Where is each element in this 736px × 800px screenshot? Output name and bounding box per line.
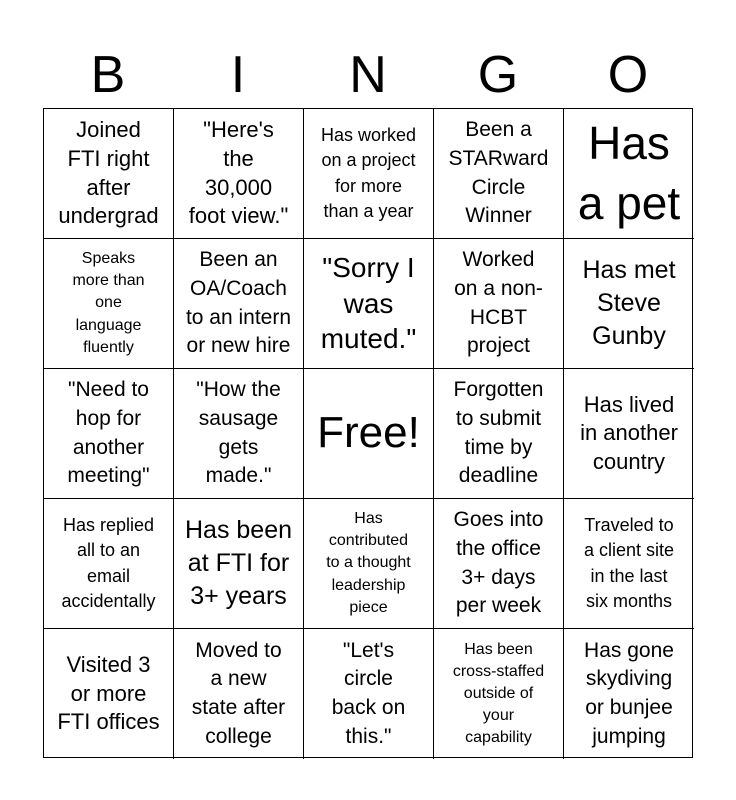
header-letter-i: I (230, 46, 246, 104)
bingo-cell-r4c4[interactable]: Goes into the office 3+ days per week (434, 499, 564, 629)
bingo-cell-r4c5[interactable]: Traveled to a client site in the last six months (564, 499, 694, 629)
bingo-cell-r1c3[interactable]: Has worked on a project for more than a year (304, 109, 434, 239)
bingo-cell-r2c5[interactable]: Has met Steve Gunby (564, 239, 694, 369)
bingo-cell-r5c4[interactable]: Has been cross-staffed outside of your capability (434, 629, 564, 759)
bingo-cell-r5c3[interactable]: "Let's circle back on this." (304, 629, 434, 759)
bingo-cell-r2c3[interactable]: "Sorry I was muted." (304, 239, 434, 369)
bingo-cell-r1c2[interactable]: "Here's the 30,000 foot view." (174, 109, 304, 239)
bingo-cell-r4c3[interactable]: Has contributed to a thought leadership piece (304, 499, 434, 629)
bingo-cell-free[interactable]: Free! (304, 369, 434, 499)
bingo-cell-r5c2[interactable]: Moved to a new state after college (174, 629, 304, 759)
bingo-cell-r1c5[interactable]: Has a pet (564, 109, 694, 239)
header-letter-b: B (90, 46, 126, 104)
bingo-cell-r5c1[interactable]: Visited 3 or more FTI offices (44, 629, 174, 759)
bingo-cell-r3c1[interactable]: "Need to hop for another meeting" (44, 369, 174, 499)
bingo-cell-r1c1[interactable]: Joined FTI right after undergrad (44, 109, 174, 239)
bingo-cell-r4c2[interactable]: Has been at FTI for 3+ years (174, 499, 304, 629)
bingo-cell-r2c1[interactable]: Speaks more than one language fluently (44, 239, 174, 369)
header-letter-g: G (477, 46, 519, 104)
header-letter-o: O (607, 46, 649, 104)
header-letter-n: N (349, 46, 387, 104)
bingo-cell-r4c1[interactable]: Has replied all to an email accidentally (44, 499, 174, 629)
bingo-cell-r1c4[interactable]: Been a STARward Circle Winner (434, 109, 564, 239)
bingo-cell-r5c5[interactable]: Has gone skydiving or bunjee jumping (584, 638, 674, 748)
bingo-board (43, 108, 693, 758)
bingo-cell-r3c2[interactable]: "How the sausage gets made." (174, 369, 304, 499)
bingo-cell-r2c2[interactable]: Been an OA/Coach to an intern or new hire (174, 239, 304, 369)
bingo-cell-r3c5[interactable]: Has lived in another country (564, 369, 694, 499)
bingo-cell-r3c4[interactable]: Forgotten to submit time by deadline (434, 369, 564, 499)
bingo-header (43, 42, 693, 108)
bingo-cell-r2c4[interactable]: Worked on a non- HCBT project (434, 239, 564, 369)
